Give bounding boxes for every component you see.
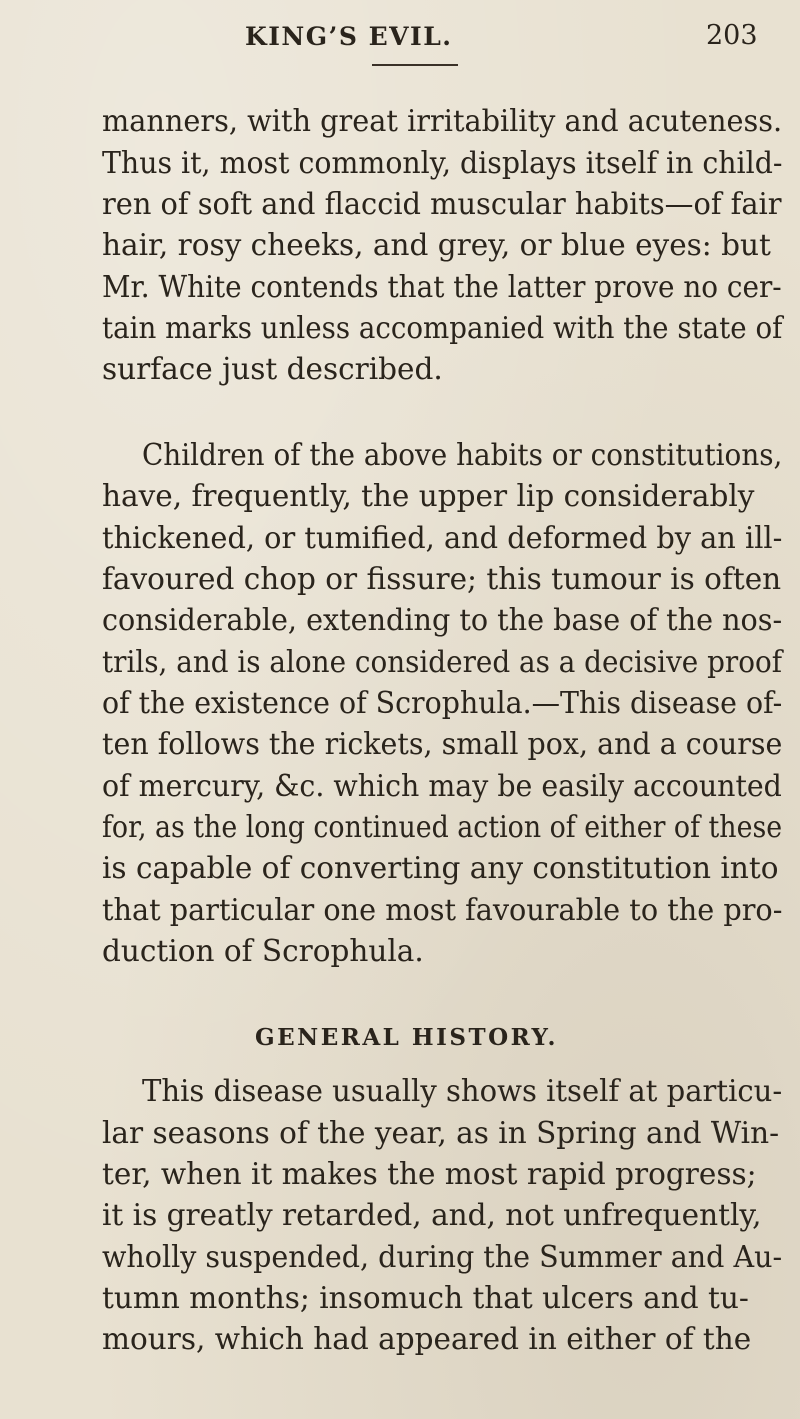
text-line: mours, which had appeared in either of the [102,1322,752,1356]
header-rule [372,64,458,66]
text-line: wholly suspended, during the Summer and Au- [102,1240,783,1274]
page-header [0,14,800,54]
text-line: trils, and is alone considered as a decisive proof [102,645,783,679]
text-line: Mr. White contends that the latter prove no cer- [102,270,782,304]
text-line: Thus it, most commonly, displays itself in child- [102,146,783,180]
text-line: is capable of converting any constitution into [102,851,779,885]
text-line: ren of soft and flaccid muscular habits—of fair [102,187,782,221]
text-line: of the existence of Scrophula.—This disease of- [102,686,783,720]
text-line: thickened, or tumified, and deformed by an ill- [102,521,783,555]
text-line: considerable, extending to the base of the nos- [102,603,783,637]
text-line: favoured chop or fissure; this tumour is often [102,562,782,596]
section-heading: GENERAL HISTORY. [255,1024,558,1051]
page-number: 203 [706,20,758,51]
text-line: ten follows the rickets, small pox, and a course [102,727,783,761]
text-line: tumn months; insomuch that ulcers and tu- [102,1281,749,1315]
text-line: have, frequently, the upper lip considerably [102,479,755,513]
text-line: for, as the long continued action of either of these [102,810,783,844]
text-line: ter, when it makes the most rapid progress; [102,1157,757,1191]
text-line: manners, with great irritability and acuteness. [102,104,783,138]
text-line: Children of the above habits or constitutions, [142,438,783,472]
text-line: tain marks unless accompanied with the state of [102,311,783,345]
text-line: lar seasons of the year, as in Spring and Win- [102,1116,780,1150]
text-line: it is greatly retarded, and, not unfrequently, [102,1198,762,1232]
text-line: that particular one most favourable to the pro- [102,893,783,927]
text-line: surface just described. [102,352,443,386]
text-line: of mercury, &c. which may be easily accounted [102,769,782,803]
text-line: hair, rosy cheeks, and grey, or blue eyes: but [102,228,771,262]
running-title: KING’S EVIL. [245,22,453,51]
text-line: This disease usually shows itself at particu- [142,1074,783,1108]
text-line: duction of Scrophula. [102,934,424,968]
